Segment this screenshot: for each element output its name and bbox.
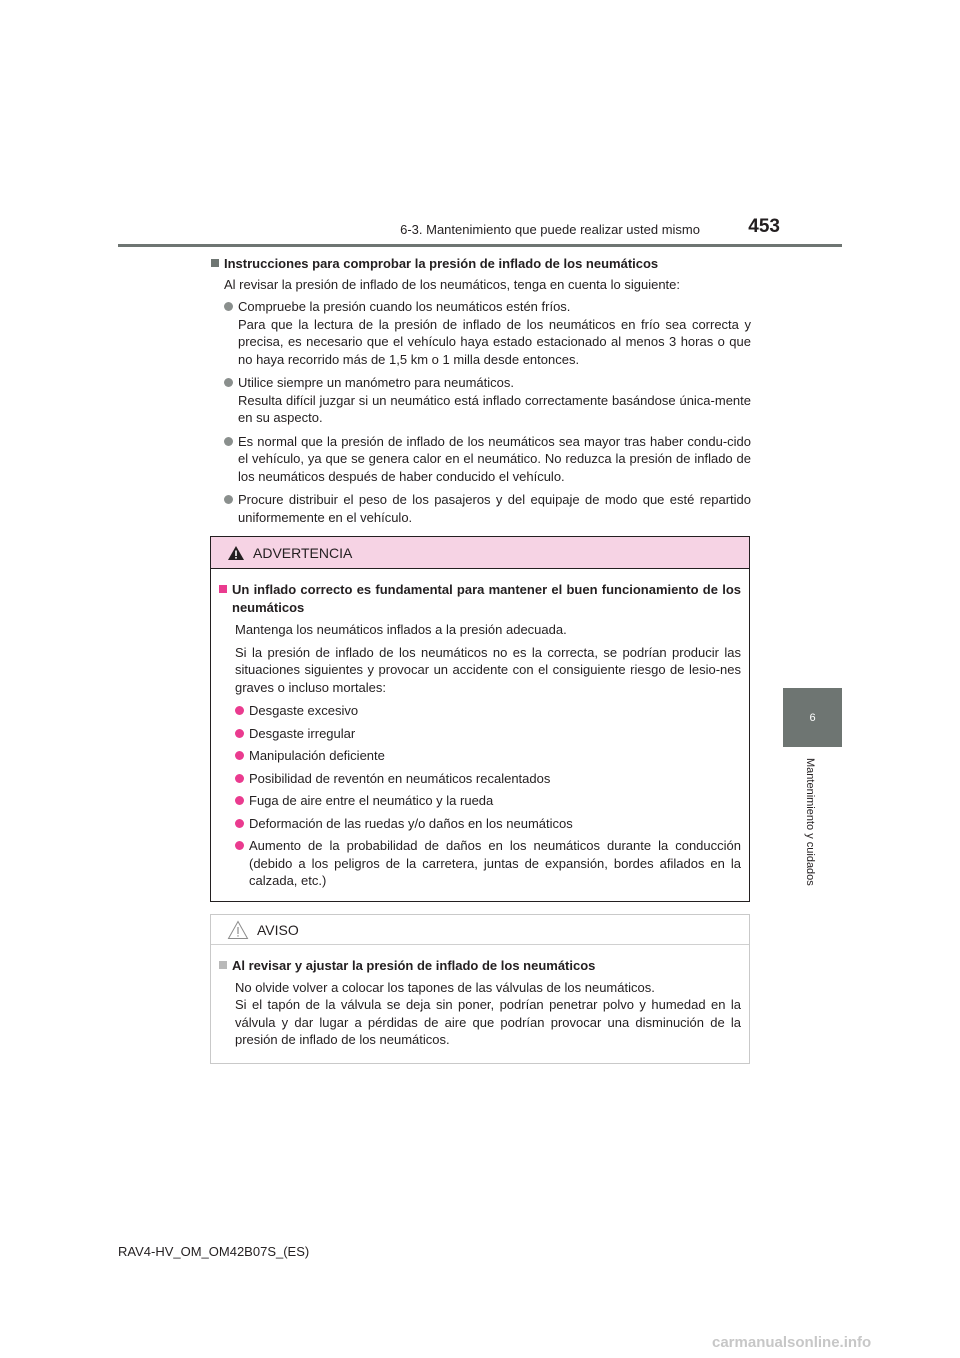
list-item — [224, 374, 751, 427]
caution-triangle-icon — [227, 920, 249, 940]
list-item — [224, 298, 751, 368]
list-item-detail: Resulta difícil juzgar si un neumático está inflado correctamente basándose única-mente en su aspecto. — [238, 392, 751, 425]
circle-bullet-icon — [235, 796, 244, 805]
notice-label: AVISO — [257, 921, 299, 938]
circle-bullet-icon — [235, 706, 244, 715]
section-heading — [211, 255, 751, 273]
warning-paragraph: Si la presión de inflado de los neumáticos no es la correcta, se podrían producir las situaciones siguientes y provocar un accidente con el consiguiente riesgo de lesio-nes graves o incluso mortales: — [235, 644, 741, 695]
circle-bullet-icon — [235, 751, 244, 760]
list-item: Aumento de la probabilidad de daños en los neumáticos durante la conducción (debido a los peligros de la carretera, juntas de expansión, bordes afilados en la calzada, etc.) — [235, 837, 741, 890]
square-bullet-icon — [219, 961, 227, 969]
list-item: Posibilidad de reventón en neumáticos recalentados — [235, 770, 741, 788]
warning-paragraph: Mantenga los neumáticos inflados a la presión adecuada. — [235, 622, 567, 637]
circle-bullet-icon — [235, 729, 244, 738]
notice-heading — [219, 957, 741, 975]
circle-bullet-icon — [224, 437, 233, 446]
circle-bullet-icon — [224, 495, 233, 504]
circle-bullet-icon — [224, 302, 233, 311]
intro-text: Al revisar la presión de inflado de los neumáticos, tenga en cuenta lo siguiente: — [224, 276, 681, 292]
chapter-side-title: Mantenimiento y cuidados — [804, 758, 816, 886]
list-item — [224, 491, 751, 526]
chapter-number: 6 — [809, 711, 816, 724]
circle-bullet-icon — [235, 774, 244, 783]
chapter-tab[interactable] — [783, 688, 842, 747]
watermark: carmanualsonline.info — [712, 1334, 872, 1351]
list-item: Desgaste excesivo — [235, 702, 741, 720]
notice-header — [211, 915, 749, 945]
circle-bullet-icon — [235, 819, 244, 828]
notice-heading-text: Al revisar y ajustar la presión de inflado de los neumáticos — [232, 958, 596, 973]
list-item-text: Es normal que la presión de inflado de los neumáticos sea mayor tras haber condu-cido el vehículo, ya que se genera calor en el neumático. No reduzca la presión de inflado de los neumáticos después de haber conducido el vehículo. — [238, 433, 751, 484]
warning-heading — [219, 581, 741, 616]
list-item: Fuga de aire entre el neumático y la rueda — [235, 792, 741, 810]
notice-paragraph: No olvide volver a colocar los tapones de las válvulas de los neumáticos. Si el tapón de la válvula se deja sin poner, podrían penetrar polvo y humedad en la válvula y dar lugar a pérdidas de aire que podrían provocar una disminución de la presión de inflado de los neumáticos. — [235, 979, 741, 1047]
list-item: Deformación de las ruedas y/o daños en los neumáticos — [235, 815, 741, 833]
notice-box — [210, 914, 750, 1064]
instruction-list — [224, 298, 751, 526]
warning-triangle-icon — [227, 545, 245, 561]
list-item-detail: Para que la lectura de la presión de inflado de los neumáticos en frío sea correcta y precisa, es necesario que el vehículo haya estado estacionado al menos 3 horas o que no haya recorrido más de 1,5 km o 1 milla desde entonces. — [238, 316, 751, 367]
warning-header — [211, 537, 749, 569]
list-item: Manipulación deficiente — [235, 747, 741, 765]
list-item: Desgaste irregular — [235, 725, 741, 743]
list-item — [224, 433, 751, 486]
circle-bullet-icon — [235, 841, 244, 850]
header-divider — [118, 244, 842, 247]
document-code: RAV4-HV_OM_OM42B07S_(ES) — [118, 1244, 310, 1259]
running-header-section: 6-3. Mantenimiento que puede realizar usted mismo — [400, 222, 700, 237]
list-item-text: Procure distribuir el peso de los pasajeros y del equipaje de modo que esté repartido uniformemente en el vehículo. — [238, 492, 751, 525]
square-bullet-icon — [211, 259, 219, 267]
warning-label: ADVERTENCIA — [253, 544, 353, 561]
list-item-title: Utilice siempre un manómetro para neumáticos. — [238, 375, 515, 390]
consequence-list — [235, 702, 741, 890]
main-content — [211, 255, 751, 532]
list-item-title: Compruebe la presión cuando los neumáticos estén fríos. — [238, 299, 571, 314]
square-bullet-icon — [219, 585, 227, 593]
circle-bullet-icon — [224, 378, 233, 387]
page-number: 453 — [748, 216, 780, 237]
warning-heading-text: Un inflado correcto es fundamental para mantener el buen funcionamiento de los neumáticos — [232, 582, 741, 615]
section-heading-text: Instrucciones para comprobar la presión de inflado de los neumáticos — [224, 256, 659, 271]
warning-box — [210, 536, 750, 902]
